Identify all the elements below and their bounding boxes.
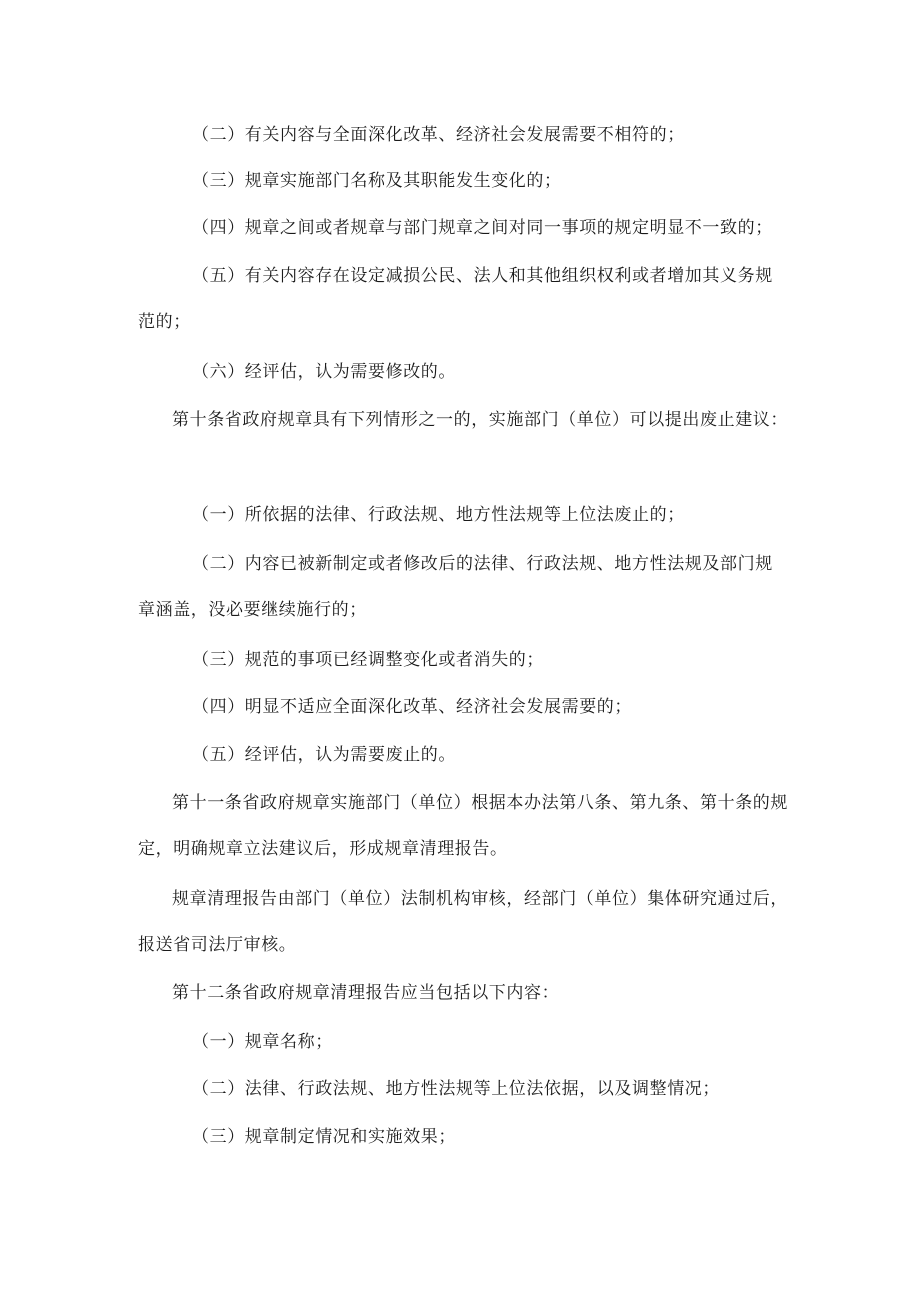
paragraph-repeal-5: （五）经评估，认为需要废止的。 [192, 745, 456, 765]
paragraph-item-6: （六）经评估，认为需要修改的。 [192, 362, 456, 382]
paragraph-content-3: （三）规章制定情况和实施效果； [192, 1127, 456, 1147]
paragraph-repeal-1: （一）所依据的法律、行政法规、地方性法规等上位法废止的； [192, 505, 685, 525]
paragraph-content-2: （二）法律、行政法规、地方性法规等上位法依据，以及调整情况； [192, 1079, 720, 1099]
paragraph-repeal-4: （四）明显不适应全面深化改革、经济社会发展需要的； [192, 697, 632, 717]
paragraph-item-4: （四）规章之间或者规章与部门规章之间对同一事项的规定明显不一致的； [192, 218, 773, 238]
paragraph-repeal-3: （三）规范的事项已经调整变化或者消失的； [192, 650, 544, 670]
article-12: 第十二条省政府规章清理报告应当包括以下内容： [172, 983, 560, 1003]
paragraph-item-2: （二）有关内容与全面深化改革、经济社会发展需要不相符的； [192, 125, 685, 145]
article-11: 第十一条省政府规章实施部门（单位）根据本办法第八条、第九条、第十条的规定，明确规章立法建议后，形成规章清理报告。 [138, 793, 788, 859]
article-10: 第十条省政府规章具有下列情形之一的，实施部门（单位）可以提出废止建议： [172, 410, 788, 430]
paragraph-report-review: 规章清理报告由部门（单位）法制机构审核，经部门（单位）集体研究通过后，报送省司法厅审核。 [138, 889, 788, 955]
paragraph-repeal-2: （二）内容已被新制定或者修改后的法律、行政法规、地方性法规及部门规章涵盖，没必要继续施行的； [138, 554, 773, 620]
paragraph-content-1: （一）规章名称； [192, 1032, 333, 1052]
paragraph-item-5: （五）有关内容存在设定减损公民、法人和其他组织权利或者增加其义务规范的； [138, 266, 773, 332]
paragraph-item-3: （三）规章实施部门名称及其职能发生变化的； [192, 171, 562, 191]
